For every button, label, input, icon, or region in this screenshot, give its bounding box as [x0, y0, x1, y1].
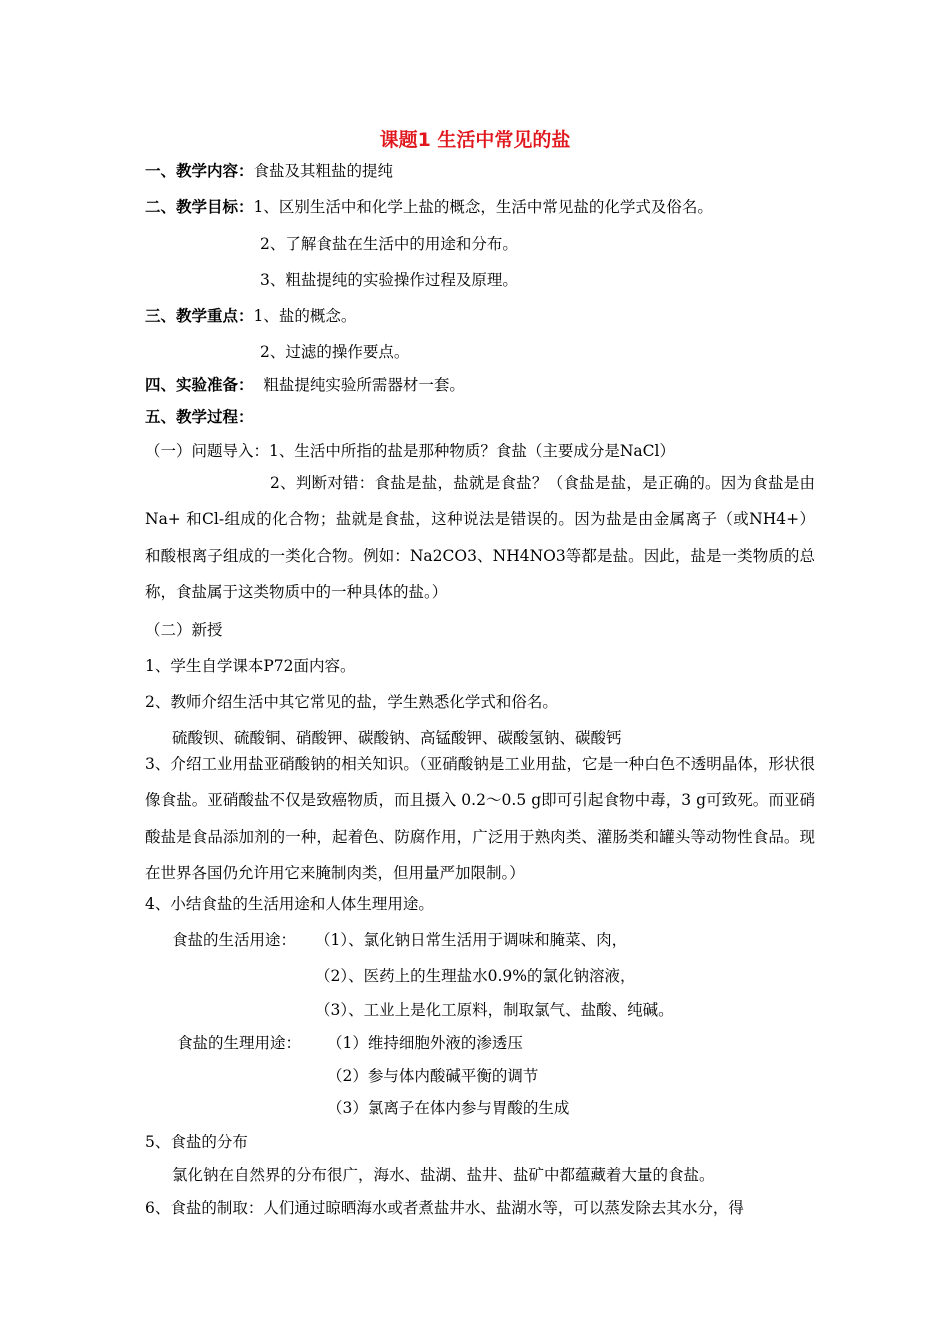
- bio-use-item: （2）参与体内酸碱平衡的调节: [327, 1067, 539, 1085]
- life-use-item: （1）、氯化钠日常生活用于调味和腌菜、肉，: [315, 931, 628, 949]
- life-use-label: 食盐的生活用途：: [172, 931, 297, 949]
- step-item: 5、食盐的分布: [145, 1133, 248, 1151]
- life-use-item: （2）、医药上的生理盐水0.9%的氯化钠溶液，: [315, 967, 636, 985]
- bio-use-item: （3）氯离子在体内参与胃酸的生成: [327, 1099, 570, 1117]
- bio-use-label: 食盐的生理用途：: [177, 1034, 302, 1052]
- goal-item: 3、粗盐提纯的实验操作过程及原理。: [260, 271, 518, 289]
- section-prep: [145, 375, 825, 395]
- section-text: 粗盐提纯实验所需器材一套。: [263, 376, 465, 394]
- section-text: 食盐及其粗盐的提纯: [253, 162, 394, 180]
- step-item: 2、教师介绍生活中其它常见的盐，学生熟悉化学式和俗名。: [145, 693, 558, 711]
- section-goals: [145, 197, 825, 217]
- focus-item: 1、盐的概念。: [253, 307, 357, 325]
- salt-list: 硫酸钡、硫酸铜、硝酸钾、碳酸钠、高锰酸钾、碳酸氢钠、碳酸钙: [172, 729, 622, 747]
- distribution-text: 氯化钠在自然界的分布很广，海水、盐湖、盐井、盐矿中都蕴藏着大量的食盐。: [172, 1166, 715, 1184]
- goal-item: 1、区别生活中和化学上盐的概念，生活中常见盐的化学式及俗名。: [253, 198, 713, 216]
- step-item: 1、学生自学课本P72面内容。: [145, 657, 356, 675]
- section-content: [145, 161, 825, 181]
- section-label: 五、教学过程：: [145, 408, 254, 426]
- step-item: 4、小结食盐的生活用途和人体生理用途。: [145, 895, 434, 913]
- section-label: 四、实验准备：: [145, 376, 254, 394]
- bio-use-item: （1）维持细胞外液的渗透压: [327, 1034, 523, 1052]
- intro-question: （一）问题导入：1、生活中所指的盐是那种物质？食盐（主要成分是NaCl）: [145, 442, 675, 460]
- section-label: 一、教学内容：: [145, 162, 254, 180]
- step3-paragraph: 3、介绍工业用盐亚硝酸钠的相关知识。（亚硝酸钠是工业用盐，它是一种白色不透明晶体，形状很像食盐。亚硝酸盐不仅是致癌物质，而且摄入 0.2～0.5 g即可引起食物中毒，3 g可致死。而亚硝酸盐是食品添加剂的一种，起着色、防腐作用，广泛用于熟肉类、灌肠类和罐头等动物性食品。现在世界各国仍允许用它来腌制肉类，但用量严加限制。）: [145, 755, 815, 882]
- goal-item: 2、了解食盐在生活中的用途和分布。: [260, 235, 518, 253]
- section-label: 二、教学目标：: [145, 198, 254, 216]
- section-label: 三、教学重点：: [145, 307, 254, 325]
- focus-item: 2、过滤的操作要点。: [260, 343, 410, 361]
- page-title: 课题1 生活中常见的盐: [379, 129, 571, 151]
- life-use-item: （3）、工业上是化工原料，制取氯气、盐酸、纯碱。: [315, 1001, 674, 1019]
- section-process: [145, 407, 825, 427]
- section-focus: [145, 306, 825, 326]
- intro-paragraph: 2、判断对错：食盐是盐，盐就是食盐？（食盐是盐，是正确的。因为食盐是由Na+ 和Cl-组成的化合物；盐就是食盐，这种说法是错误的。因为盐是由金属离子（或NH4+）和酸根离子组成的一类化合物。例如：Na2CO3、NH4NO3等都是盐。因此，盐是一类物质的总称，食盐属于这类物质中的一种具体的盐。）: [145, 474, 815, 601]
- new-lesson-label: （二）新授: [145, 621, 223, 639]
- step-item: 6、食盐的制取：人们通过晾晒海水或者煮盐井水、盐湖水等，可以蒸发除去其水分，得: [145, 1199, 744, 1217]
